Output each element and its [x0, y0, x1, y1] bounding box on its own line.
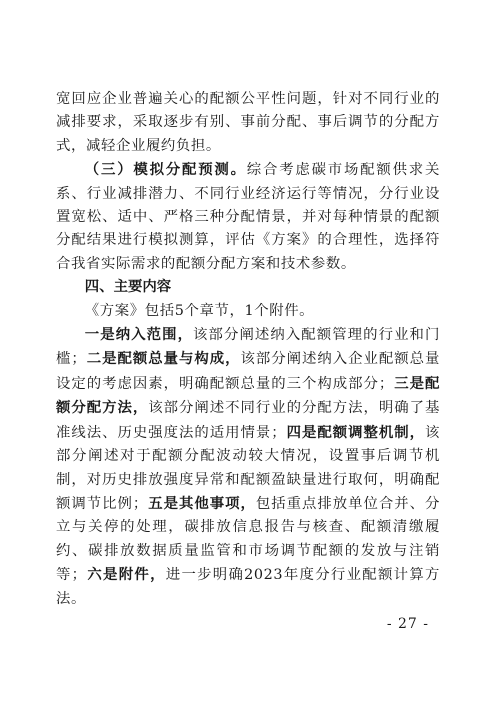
paragraph-chapter-summary — [56, 323, 440, 611]
chapter-3-lead: 三是配额分配方法， — [56, 374, 440, 417]
chapter-2-text: 该部分阐述纳入企业配额总量设定的考虑因素，明确配额总量的三个构成部分； — [56, 351, 440, 392]
appendix-text: 进一步明确2023年度分行业配额计算方法。 — [56, 567, 440, 607]
section-heading-main-content: 四、主要内容 — [84, 279, 172, 296]
chapter-1-text: 该部分阐述纳入配额管理的行业和门槛； — [56, 327, 440, 368]
appendix-lead: 六是附件， — [86, 566, 166, 584]
chapter-5-text: 包括重点排放单位合并、分立与关停的处理，碳排放信息报告与核查、配额清缴履约、碳排放数据质量监管和市场调节配额的发放与注销等； — [56, 495, 441, 584]
chapter-1-lead: 一是纳入范围， — [84, 326, 194, 344]
page-number: - 27 - — [386, 616, 429, 632]
chapter-2-lead: 二是配额总量与构成， — [86, 350, 241, 368]
section-lead-simulation: （三）模拟分配预测。 — [84, 161, 247, 179]
document-body — [56, 88, 440, 611]
chapter-3-text: 该部分阐述不同行业的分配方法，明确了基准线法、历史强度法的适用情景； — [56, 400, 440, 441]
chapter-5-lead: 五是其他事项， — [147, 494, 256, 512]
simulation-text: 综合考虑碳市场配额供求关系、行业减排潜力、不同行业经济运行等情况，分行业设置宽松、适中、严格三种分配情景，并对每种情景的配额分配结果进行模拟测算，评估《方案》的合理性，选择符合我省实际需求的配额分配方案和技术参数。 — [56, 162, 440, 272]
paragraph-allocation-fairness: 宽回应企业普遍关心的配额公平性问题，针对不同行业的减排要求，采取逐步有别、事前分配、事后调节的分配方式，减轻企业履约负担。 — [56, 91, 440, 154]
chapter-4-lead: 四是配额调整机制， — [286, 423, 425, 441]
chapter-4-text: 该部分阐述对于配额分配波动较大情况，设置事后调节机制，对历史排放强度异常和配额盈缺量进行取何，明确配额调节比例； — [56, 424, 440, 512]
paragraph-simulation-forecast — [56, 158, 440, 276]
paragraph-plan-structure: 《方案》包括5个章节，1个附件。 — [84, 302, 315, 319]
